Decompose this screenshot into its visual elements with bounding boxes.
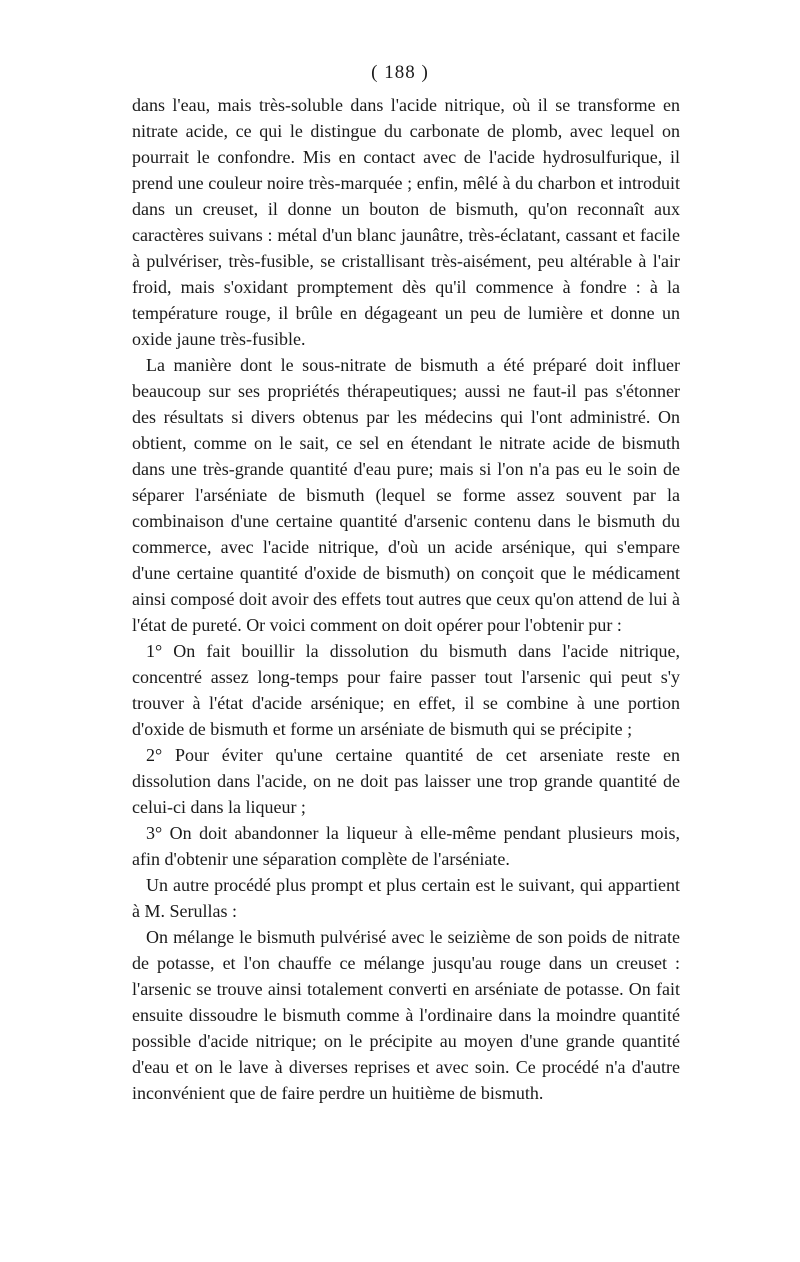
page-number: ( 188 ) <box>371 62 429 83</box>
paragraph-step-1: 1° On fait bouillir la dissolution du bismuth dans l'acide nitrique, concentré assez long-temps pour faire passer tout l'arsenic qui peut s'y trouver à l'état d'acide arsénique; en effet, il se combine à une portion d'oxide de bismuth et forme un arséniate de bismuth qui se précipite ; <box>132 641 680 739</box>
paragraph-serullas-method: On mélange le bismuth pulvérisé avec le seizième de son poids de nitrate de potasse, et l'on chauffe ce mélange jusqu'au rouge dans un creuset : l'arsenic se trouve ainsi totalement converti en arséniate de potasse. On fait ensuite dissoudre le bismuth comme à l'ordinaire dans la moindre quantité possible d'acide nitrique; on le précipite au moyen d'une grande quantité d'eau et on le lave à diverses reprises et avec soin. Ce procédé n'a d'autre inconvénient que de faire perdre un huitième de bismuth. <box>132 927 680 1103</box>
paragraph-preparation: La manière dont le sous-nitrate de bismuth a été préparé doit influer beaucoup sur ses propriétés thérapeutiques; aussi ne faut-il pas s'étonner des résultats si divers obtenus par les médecins qui l'ont administré. On obtient, comme on le sait, ce sel en étendant le nitrate acide de bismuth dans une très-grande quantité d'eau pure; mais si l'on n'a pas eu le soin de séparer l'arséniate de bismuth (lequel se forme assez souvent par la combinaison d'une certaine quantité d'arsenic contenu dans le bismuth du commerce, avec l'acide nitrique, d'où un acide arsénique, qui s'empare d'une certaine quantité d'oxide de bismuth) on conçoit que le médicament ainsi composé doit avoir des effets tout autres que ceux qu'on attend de lui à l'état de pureté. Or voici comment on doit opérer pour l'obtenir pur : <box>132 355 680 635</box>
paragraph-step-2: 2° Pour éviter qu'une certaine quantité de cet arseniate reste en dissolution dans l'acide, on ne doit pas laisser une trop grande quantité de celui-ci dans la liqueur ; <box>132 745 680 817</box>
paragraph-continuation: dans l'eau, mais très-soluble dans l'acide nitrique, où il se transforme en nitrate acide, ce qui le distingue du carbonate de plomb, avec lequel on pourrait le confondre. Mis en contact avec de l'acide hydrosulfurique, il prend une couleur noire très-marquée ; enfin, mêlé à du charbon et introduit dans un creuset, il donne un bouton de bismuth, qu'on reconnaît aux caractères suivans : métal d'un blanc jaunâtre, très-éclatant, cassant et facile à pulvériser, très-fusible, se cristallisant très-aisément, peu altérable à l'air froid, mais s'oxidant promptement dès qu'il commence à fondre : à la température rouge, il brûle en dégageant un peu de lumière et donne un oxide jaune très-fusible. <box>132 95 680 349</box>
paragraph-step-3: 3° On doit abandonner la liqueur à elle-même pendant plusieurs mois, afin d'obtenir une séparation complète de l'arséniate. <box>132 823 680 869</box>
paragraph-serullas-intro: Un autre procédé plus prompt et plus certain est le suivant, qui appartient à M. Serullas : <box>132 875 680 921</box>
body-text <box>132 92 680 1106</box>
